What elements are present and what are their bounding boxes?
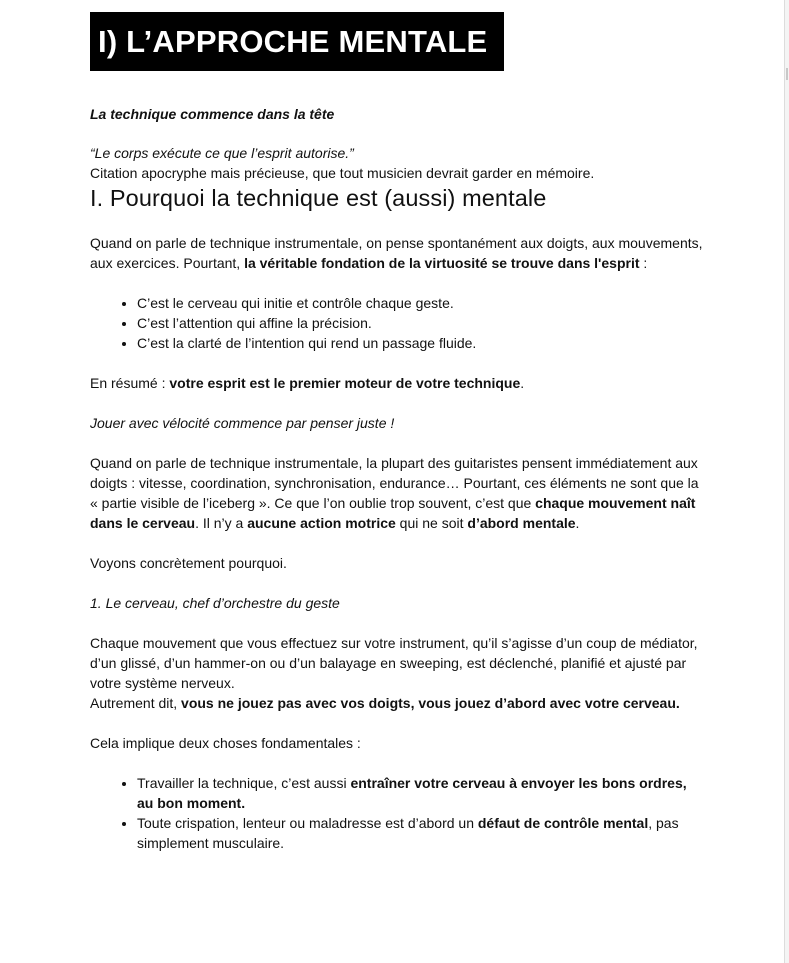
italic-line: Jouer avec vélocité commence par penser juste ! [90,415,395,431]
subtitle: La technique commence dans la tête [90,106,335,122]
bullet-list [90,293,710,353]
paragraph-iceberg: Quand on parle de technique instrumentale, la plupart des guitaristes pensent immédiatement aux doigts : vitesse, coordination, synchronisation, endurance… Pourtant, ces éléments ne sont que la « partie visible de l’iceberg ». Ce que l’on oublie trop souvent, c’est que chaque mouvement naît dans le cerveau. Il n’y a aucune action motrice qui ne soit d’abord mentale. [90,455,699,531]
list-item: • Toute crispation, lenteur ou maladresse est d’abord un défaut de contrôle mental, pas simplement musculaire. [137,813,710,853]
emphasis-text: d’abord mentale [467,515,576,531]
paragraph-brain: Chaque mouvement que vous effectuez sur votre instrument, qu’il s’agisse d’un coup de médiator, d’un glissé, d’un hammer-on ou d’un balayage en sweeping, est déclenché, planifié et ajusté par votre système nerveux. [90,635,698,691]
summary-line: En résumé : votre esprit est le premier moteur de votre technique. [90,375,525,391]
paragraph-brain-conclusion: Autrement dit, vous ne jouez pas avec vos doigts, vous jouez d’abord avec votre cerveau. [90,695,680,711]
list-item: • C’est l’attention qui affine la précision. [137,313,710,333]
document-body [90,104,710,853]
citation-note: Citation apocryphe mais précieuse, que tout musicien devrait garder en mémoire. [90,165,595,181]
emphasis-text: aucune action motrice [247,515,396,531]
emphasis-text: chaque mouvement naît dans le cerveau [90,495,696,531]
scrollbar[interactable] [784,0,789,963]
chapter-title: I) L’APPROCHE MENTALE [98,24,488,59]
epigraph-quote: “Le corps exécute ce que l’esprit autorise.” [90,145,354,161]
emphasis-text: défaut de contrôle mental [477,815,649,831]
subsection-heading: 1. Le cerveau, chef d’orchestre du geste [90,595,340,611]
paragraph-intro: Quand on parle de technique instrumentale, on pense spontanément aux doigts, aux mouvements, aux exercices. Pourtant, la véritable fondation de la virtuosité se trouve dans l'esprit : [90,235,703,271]
list-item: • Travailler la technique, c’est aussi entraîner votre cerveau à envoyer les bons ordres, au bon moment. [137,773,710,813]
emphasis-text: votre esprit est le premier moteur de votre technique [169,375,521,391]
voyons-line: Voyons concrètement pourquoi. [90,555,287,571]
chapter-banner [90,12,504,71]
scrollbar-marker [786,68,788,80]
bullet-list [90,773,710,853]
list-item: • C’est le cerveau qui initie et contrôle chaque geste. [137,293,710,313]
list-item: • C’est la clarté de l’intention qui rend un passage fluide. [137,333,710,353]
emphasis-text: vous ne jouez pas avec vos doigts, vous jouez d’abord avec votre cerveau. [181,695,680,711]
emphasis-text: entraîner votre cerveau à envoyer les bons ordres, au bon moment. [137,775,687,811]
implique-line: Cela implique deux choses fondamentales : [90,735,361,751]
section-heading: I. Pourquoi la technique est (aussi) mentale [90,185,547,211]
emphasis-text: la véritable fondation de la virtuosité se trouve dans l'esprit [244,255,640,271]
